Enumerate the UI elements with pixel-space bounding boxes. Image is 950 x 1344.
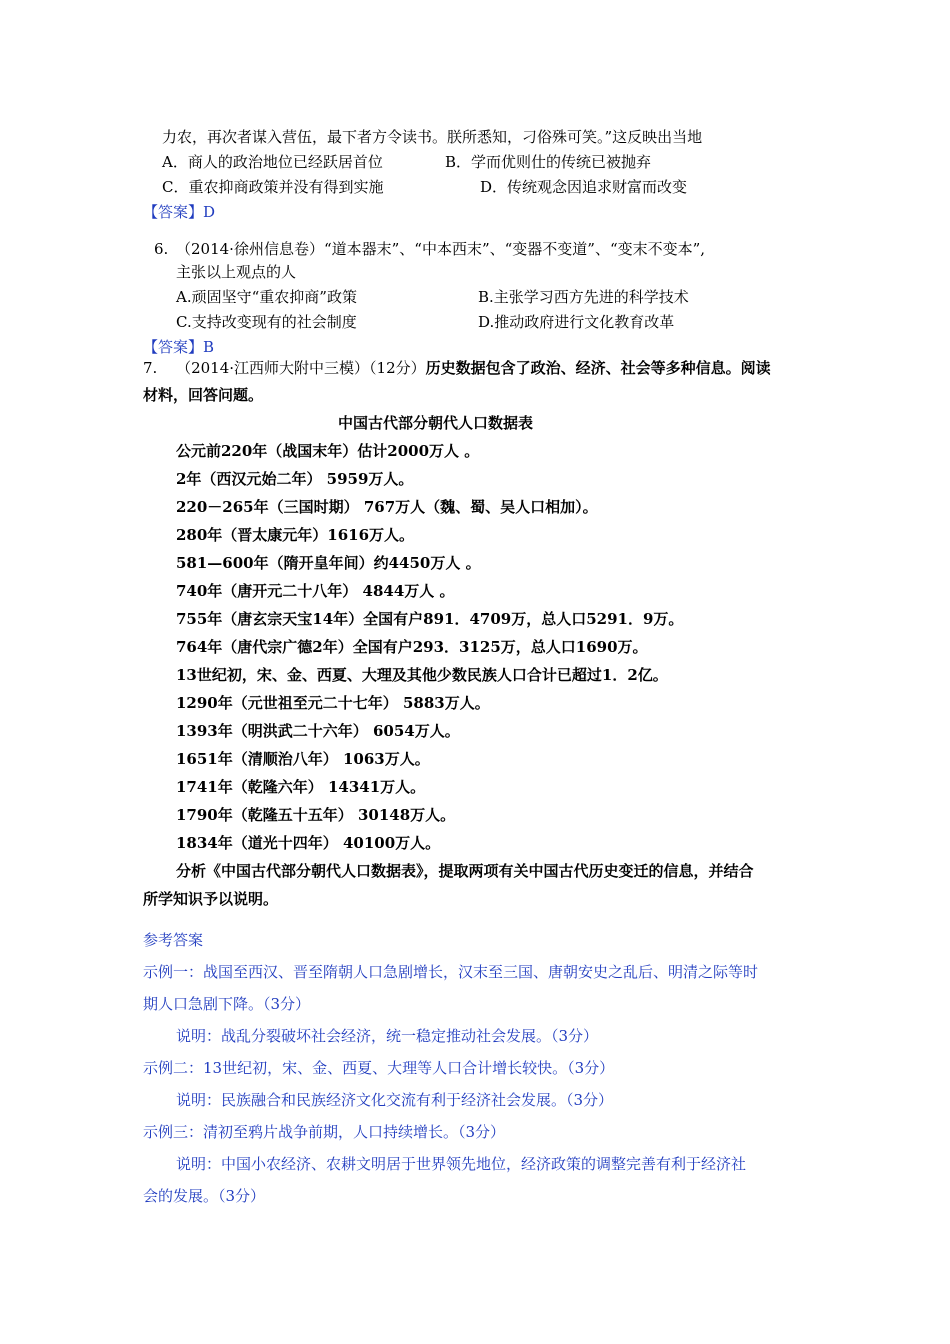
q6-number: 6.	[154, 240, 169, 258]
data-row: 1393年（明洪武二十六年） 6054万人。	[176, 722, 460, 740]
q5-option-b: B．学而优则仕的传统已被抛弃	[445, 153, 652, 171]
example-three-explain-line1: 说明：中国小农经济、农耕文明居于世界领先地位，经济政策的调整完善有利于经济社	[176, 1155, 747, 1173]
q7-number: 7.	[143, 359, 158, 377]
q6-answer	[143, 337, 214, 357]
q7-task-line1: 分析《中国古代部分朝代人口数据表》，提取两项有关中国古代历史变迁的信息，并结合	[176, 862, 754, 880]
example-two-explain: 说明：民族融合和民族经济文化交流有利于经济社会发展。（3分）	[176, 1091, 614, 1109]
q6-stem-line1: （2014·徐州信息卷）“道本器末”、“中本西末”、“变器不变道”、“变末不变本”,	[176, 240, 706, 258]
data-row: 1834年（道光十四年） 40100万人。	[176, 834, 441, 852]
data-row: 13世纪初，宋、金、西夏、大理及其他少数民族人口合计已超过1．2亿。	[176, 666, 668, 684]
answer-label: 【答案】	[143, 203, 204, 221]
data-row: 2年（西汉元始二年） 5959万人。	[176, 470, 414, 488]
table-title: 中国古代部分朝代人口数据表	[338, 414, 534, 432]
example-one-explain: 说明：战乱分裂破坏社会经济，统一稳定推动社会发展。（3分）	[176, 1027, 599, 1045]
data-row: 755年（唐玄宗天宝14年）全国有户891．4709万，总人口5291．9万。	[176, 610, 684, 628]
data-row: 1741年（乾隆六年） 14341万人。	[176, 778, 426, 796]
answer-value: B	[203, 338, 215, 356]
q5-option-c: C．重农抑商政策并没有得到实施	[162, 178, 384, 196]
reference-heading: 参考答案	[143, 931, 204, 949]
data-row: 1790年（乾隆五十五年） 30148万人。	[176, 806, 456, 824]
data-row: 581—600年（隋开皇年间）约4450万人 。	[176, 554, 481, 572]
data-row: 740年（唐开元二十八年） 4844万人 。	[176, 582, 455, 600]
q6-stem-line2: 主张以上观点的人	[176, 263, 297, 281]
q7-stem-text: 历史数据包含了政治、经济、社会等多种信息。阅读	[425, 359, 771, 377]
answer-value: D	[203, 203, 216, 221]
q5-option-d: D．传统观念因追求财富而改变	[480, 178, 688, 196]
data-row: 764年（唐代宗广德2年）全国有户293．3125万，总人口1690万。	[176, 638, 648, 656]
data-row: 1651年（清顺治八年） 1063万人。	[176, 750, 430, 768]
data-row: 220－265年（三国时期） 767万人（魏、蜀、吴人口相加）。	[176, 498, 598, 516]
q5-answer	[143, 202, 215, 222]
answer-label: 【答案】	[143, 338, 204, 356]
data-row: 公元前220年（战国末年）估计2000万人 。	[176, 442, 480, 460]
example-three-explain-line2: 会的发展。（3分）	[143, 1187, 266, 1205]
q7-source: （2014·江西师大附中三模）（12分）	[176, 359, 426, 377]
example-two-line1: 示例二：13世纪初，宋、金、西夏、大理等人口合计增长较快。（3分）	[143, 1059, 615, 1077]
q6-option-b: B.主张学习西方先进的科学技术	[478, 288, 689, 306]
q6-option-a: A.顽固坚守“重农抑商”政策	[176, 288, 357, 306]
example-three-line1: 示例三：清初至鸦片战争前期，人口持续增长。（3分）	[143, 1123, 506, 1141]
q6-option-c: C.支持改变现有的社会制度	[176, 313, 357, 331]
q7-task-line2: 所学知识予以说明。	[143, 890, 279, 908]
q6-option-d: D.推动政府进行文化教育改革	[478, 313, 675, 331]
data-row: 280年（晋太康元年）1616万人。	[176, 526, 415, 544]
q5-option-a: A．商人的政治地位已经跃居首位	[162, 153, 383, 171]
q7-stem-line2: 材料，回答问题。	[143, 386, 264, 404]
q5-stem-tail: 力农，再次者谋入营伍，最下者方令读书。朕所悉知，刁俗殊可笑。”这反映出当地	[162, 128, 703, 146]
data-row: 1290年（元世祖至元二十七年） 5883万人。	[176, 694, 490, 712]
q7-stem-line1	[143, 358, 771, 378]
example-one-line2: 期人口急剧下降。（3分）	[143, 995, 311, 1013]
example-one-line1: 示例一：战国至西汉、晋至隋朝人口急剧增长，汉末至三国、唐朝安史之乱后、明清之际等时	[143, 963, 759, 981]
